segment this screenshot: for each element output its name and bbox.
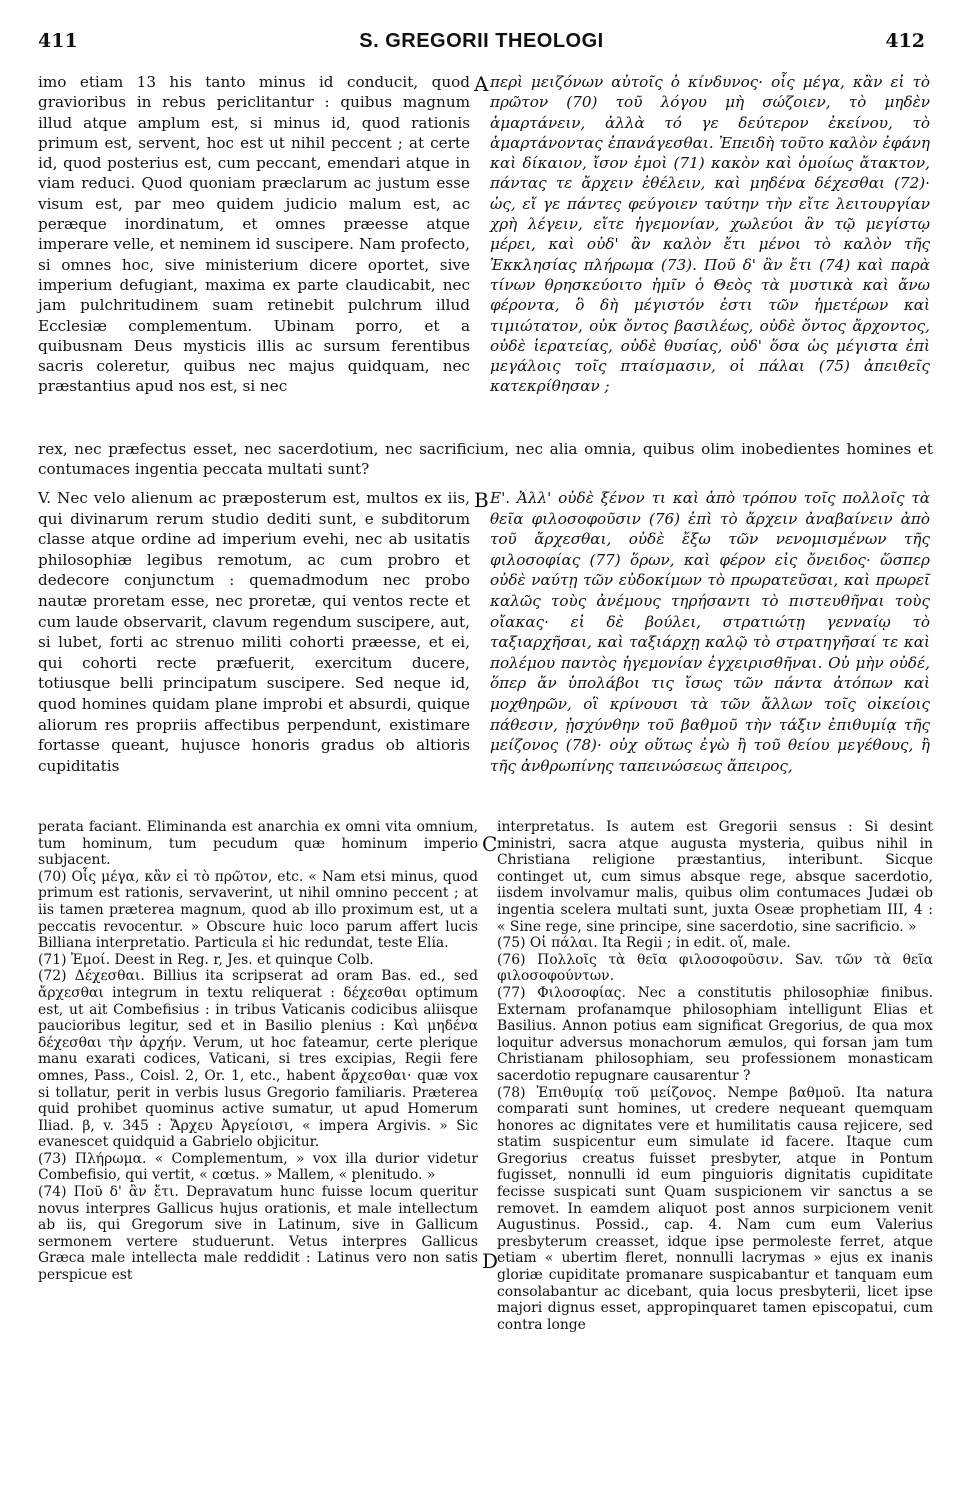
running-title: S. GREGORII THEOLOGI (359, 30, 604, 52)
page-number-right: 412 (885, 30, 925, 52)
footnote-75: (75) Οἱ πάλαι. Ita Regii ; in edit. οἵ, male. (497, 935, 791, 952)
greek-text-section-v: Ε'. Ἀλλ' οὐδὲ ξένον τι καὶ ἀπὸ τρόπου τοῖς πολλοῖς τὰ θεῖα φιλοσοφοῦσιν (76) ἐπὶ τὸ ἄρχειν ἀναβαίνειν ἀπὸ τοῦ ἄρχεσθαι, οὐδὲ ἔξω τῶν νενομισμένων τῆς φιλοσοφίας (77) ὅρων, καὶ φέρον εἰς ὄνειδος· ὥσπερ οὐδὲ ναύτῃ τῶν εὐδοκίμων τὸ πρωρατεῦσαι, καὶ πρωρεῖ καλῶς τοὺς ἀνέμους τηρήσαντι τὸ πιστευθῆναι τοὺς οἴακας· εἰ δὲ βούλει, στρατιώτῃ γενναίῳ τὸ ταξιαρχῆσαι, καὶ ταξιάρχῃ καλῷ τὸ στρατηγῆσαί τε καὶ πολέμου παντὸς ἡγεμονίαν ἐγχειρισθῆναι. Οὐ μὴν οὐδέ, ὅπερ ἄν ὑπολάβοι τις ἴσως τῶν πάντα ἀτόπων καὶ μοχθηρῶν, οἳ κρίνουσι τὰ τῶν ἄλλων τοῖς οἰκείοις πάθεσιν, ᾐσχύνθην τοῦ βαθμοῦ τὴν τάξιν ἐπιθυμίᾳ τῆς μείζονος (78)· οὐχ οὕτως ἐγὼ ἢ τοῦ θείου μεγέθους, ἢ τῆς ἀνθρωπίνης ταπεινώσεως ἄπειρος, (490, 489, 930, 775)
latin-text-full-width: rex, nec præfectus esset, nec sacerdotium, nec sacrificium, nec alia omnia, quibus olim inobedientes homines et contumaces ingentia peccata multati sunt? (38, 440, 933, 479)
footnotes-left-column (38, 819, 478, 1284)
margin-letter-a: A (474, 72, 489, 96)
footnote-74-continuation: interpretatus. Is autem est Gregorii sensus : Si desint ministri, sacra atque augusta mysteria, quibus nihil in Christiana religione præstantius, interibunt. Sicque continget ut, cum simus absque rege, absque sacerdotio, iisdem involvamur malis, quibus olim contumaces Judæi ob ingentia scelera multati sunt, juxta Oseæ prophetiam III, 4 : « Sine rege, sine principe, sine sacerdotio, sine sacrificio. » (497, 819, 933, 935)
footnote-76: (76) Πολλοῖς τὰ θεῖα φιλοσοφοῦσιν. Sav. τῶν τὰ θεῖα φιλοσοφούντων. (497, 951, 933, 985)
margin-letter-d: D (482, 1249, 499, 1273)
footnote-72: (72) Δέχεσθαι. Billius ita scripserat ad oram Bas. ed., sed ἄρχεσθαι integrum in textu reliquerat : δέχεσθαι optimum est, ut ait Combefisius : in tribus Vaticanis codicibus aliisque paucioribus legitur, sed et in Basilio plenius : Καὶ μηδένα δέχεσθαι τὴν ἀρχήν. Verum, ut hoc fateamur, certe plerique manu exarati codices, Vaticani, si tres excipias, Regii fere omnes, Pass., Coisl. 2, Or. 1, etc., habent ἄρχεσθαι· quæ vox si tollatur, perit in verbis lusus Gregorio familiaris. Præterea quid prohibet quominus active sumatur, ut apud Homerum Iliad. β, v. 345 : Ἄρχευ Ἀργείοισι, « impera Argivis. » Sic evanescet quidquid a Gabrielo objicitur. (38, 968, 478, 1151)
margin-letter-c: C (482, 832, 498, 856)
footnote-70: (70) Οἷς μέγα, κἂν εἰ τὸ πρῶτον, etc. « Nam etsi minus, quod primum est rationis, servaverint, ut nihil omnino peccent ; at iis tamen præterea magnum, quod ab illo proximum est, ut a peccatis revocentur. » Obscure huic loco parum affert lucis Billiana interpretatio. Particula εἰ hic redundat, teste Elia. (38, 868, 478, 952)
greek-text-section-iv: περὶ μειζόνων αὐτοῖς ὁ κίνδυνος· οἷς μέγα, κἂν εἰ τὸ πρῶτον (70) τοῦ λόγου μὴ σώζοιεν, τὸ μηδὲν ἁμαρτάνειν, ἀλλὰ τό γε δεύτερον ἐκείνου, τὸ ἁμαρτάνοντας ἐπανάγεσθαι. Ἐπειδὴ τοῦτο καλὸν ἐφάνη καὶ δίκαιον, ἴσον ἐμοὶ (71) κακὸν καὶ ὁμοίως ἄτακτον, πάντας τε ἄρχειν ἐθέλειν, καὶ μηδένα δέχεσθαι (72)· ὡς, εἴ γε πάντες φεύγοιεν ταύτην τὴν εἴτε λειτουργίαν χρὴ λέγειν, εἴτε ἡγεμονίαν, χωλεύοι ἂν τῷ μεγίστῳ μέρει, καὶ οὐδ' ἂν καλὸν ἔτι μένοι τὸ καλὸν τῆς Ἐκκλησίας πλήρωμα (73). Ποῦ δ' ἂν ἔτι (74) καὶ παρὰ τίνων θρησκεύοιτο ἡμῖν ὁ Θεὸς τὰ μυστικὰ καὶ ἄνω φέροντα, ὃ δὴ μέγιστόν ἐστι τῶν ἡμετέρων καὶ τιμιώτατον, οὐκ ὄντος βασιλέως, οὐδὲ ὄντος ἄρχοντος, οὐδὲ ἱερατείας, οὐδὲ θυσίας, οὐδ' ὅσα ὡς μέγιστα ἐπὶ μεγάλοις τοῖς πταίσμασιν, οἱ πάλαι (75) ἀπειθεῖς κατεκρίθησαν ; (490, 73, 930, 396)
footnote-77: (77) Φιλοσοφίας. Nec a constitutis philosophiæ finibus. Externam profanamque philosophiam intelligunt Elias et Basilius. Annon potius eam significat Gregorius, de qua mox loquitur adversus monachorum æmulos, qui forsan jam tum Christianam philosophiam, seu professionem monasticam sacerdotio repugnare causarentur ? (497, 984, 933, 1084)
footnote-73: (73) Πλήρωμα. « Complementum, » vox illa durior videtur Combefisio, qui vertit, « cœtus. » Mallem, « plenitudo. » (38, 1150, 478, 1184)
latin-text-section-v: V. Nec velo alienum ac præposterum est, multos ex iis, qui divinarum rerum studio dediti sunt, e subditorum classe atque ordine ad imperium evehi, nec ab usitatis philosophiæ legibus remotum, ac cum probro et dedecore conjunctum : quemadmodum nec probo nautæ proretam esse, nec proretæ, qui ventos recte et cum laude observarit, clavum regendum suscipere, aut, si lubet, forti ac strenuo militi cohorti præesse, et ei, qui cohorti recte præfuerit, exercitum ducere, totiusque belli principatum suscipere. Sed neque id, quod homines quidam plane improbi et absurdi, quique aliorum res propriis affectibus perpendunt, existimare fortasse queant, hujusce honoris gradus ob altioris cupiditatis (38, 489, 470, 775)
latin-text-section-iv: imo etiam 13 his tanto minus id conducit, quod gravioribus in rebus periclitantur : quibus magnum illud atque amplum est, si minus id, quod rationis primum est, servent, hoc est ut nihil peccent ; at certe id, quod posterius est, cum peccant, emendari atque in viam reduci. Quod quoniam præclarum ac justum esse visum est, par meo quidem judicio malum est, ac peræque inordinatum, et omnes præesse atque imperare velle, et neminem id suscipere. Nam profecto, si omnes hoc, sive ministerium dicere oportet, sive imperium defugiant, maxima ex parte claudicabit, nec jam pulchritudinem suam retinebit pulchrum illud Ecclesiæ complementum. Ubinam porro, et a quibusnam Deus mysticis illis ac sursum ferentibus sacris coleretur, quibus nec majus quidquam, nec præstantius apud nos est, si nec (38, 73, 470, 396)
footnote-78: (78) Ἐπιθυμίᾳ τοῦ μείζονος. Nempe βαθμοῦ. Ita natura comparati sunt homines, ut credere nequeant quemquam honores ac dignitates vere et humilitatis causa rejicere, sed statim suspicentur eum simulate id facere. Itaque cum Gregorius creatus fuisset presbyter, atque in Pontum fugisset, nonnulli id eum pinguioris dignitatis cupiditate fecisse suspicati sunt Quam suspicionem vir sanctus a se removet. In eamdem aliquot post annos surpicionem venit Augustinus. Possid., cap. 4. Nam cum eum Valerius presbyterum creasset, idque ipse permoleste ferret, atque etiam « ubertim fleret, nonnulli lacrymas » ejus ex inanis gloriæ cupiditate promanare suspicabantur et tanquam eum consolabantur ac dicebant, quia locus presbyterii, licet ipse majori dignus esset, appropinquaret tamen episcopatui, cum contra longe (497, 1084, 933, 1333)
footnote-74: (74) Ποῦ δ' ἂν ἔτι. Depravatum hunc fuisse locum queritur novus interpres Gallicus hujus orationis, et male intellectum ab iis, qui Gregorum sive in Latinum, sive in Gallicum sermonem vertere studuerunt. Vetus interpres Gallicus Græca male intellecta male reddidit : Latinus vero non satis perspicue est (38, 1184, 478, 1284)
footnotes-right-column (497, 819, 933, 1333)
page-number-left: 411 (38, 30, 78, 52)
footnote-71: (71) Ἐμοί. Deest in Reg. r, Jes. et quinque Colb. (38, 951, 374, 968)
footnote-continuation: perata faciant. Eliminanda est anarchia ex omni vita omnium, tum hominum, tum pecudum quæ hominum imperio subjacent. (38, 819, 478, 869)
margin-letter-b: B (474, 488, 489, 512)
page-header (38, 30, 925, 60)
